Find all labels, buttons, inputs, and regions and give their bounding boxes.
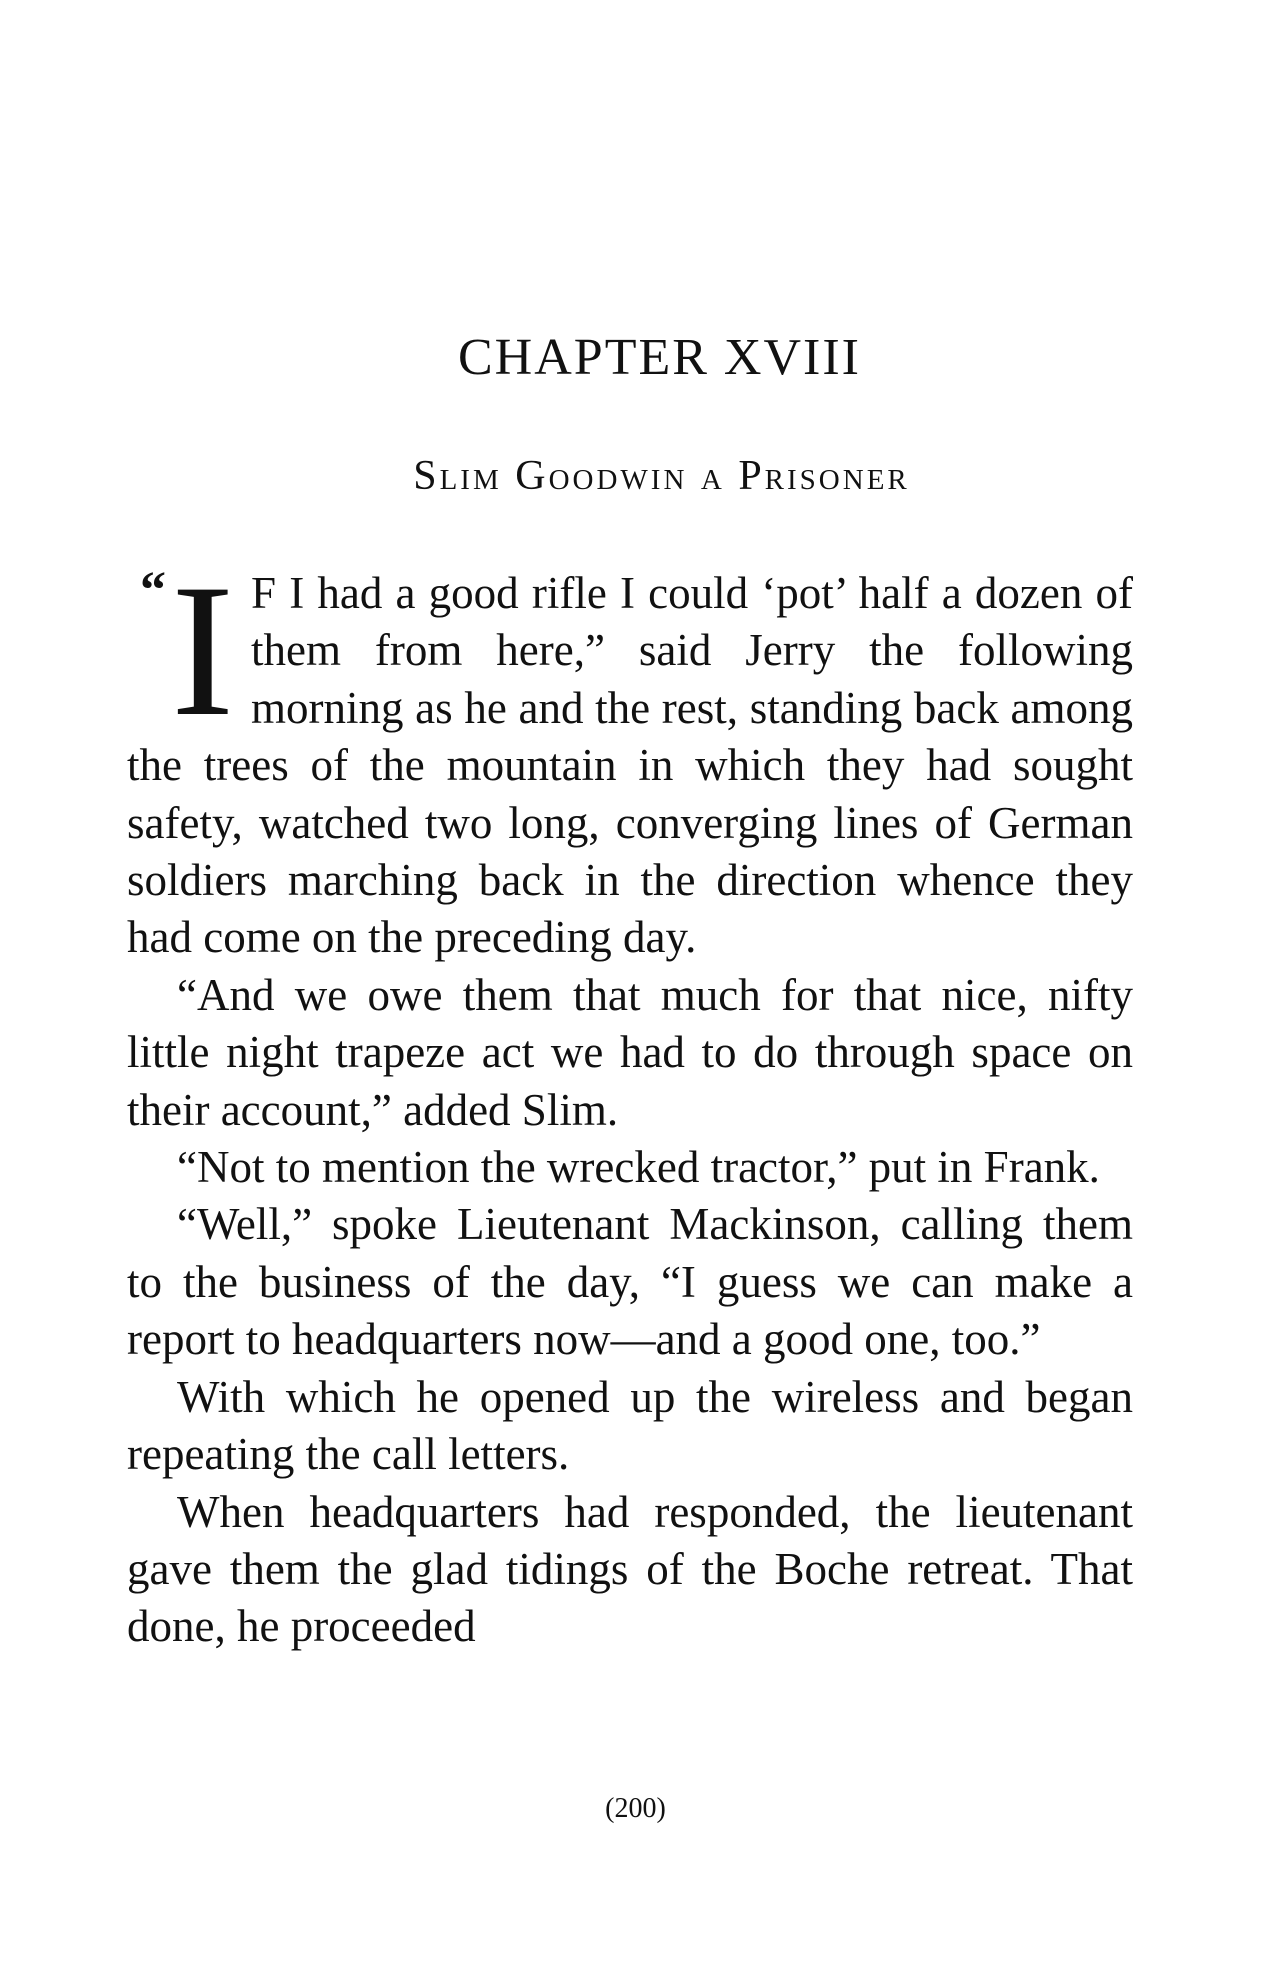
opening-quote: “ bbox=[140, 562, 166, 619]
paragraph-6: When headquarters had responded, the lieutenant gave them the glad tidings of the Boche retreat. That done, he proceeded bbox=[127, 1486, 1133, 1652]
paragraph-1 bbox=[127, 546, 1133, 967]
paragraph-3: “Not to mention the wrecked tractor,” put in Frank. bbox=[177, 1142, 1100, 1193]
drop-cap-block bbox=[127, 546, 245, 756]
drop-cap: I bbox=[171, 546, 235, 756]
paragraph-5: With which he opened up the wireless and began repeating the call letters. bbox=[127, 1371, 1133, 1480]
paragraph-4: “Well,” spoke Lieutenant Mackinson, calling them to the business of the day, “I guess we can make a report to headquarters now—and a good one, too.” bbox=[127, 1199, 1133, 1365]
body-text bbox=[127, 546, 1133, 1656]
chapter-subtitle: Slim Goodwin a Prisoner bbox=[413, 453, 910, 499]
paragraph-1-text: F I had a good rifle I could ‘pot’ half a dozen of them from here,” said Jerry the following morning as he and the rest, standing back among the trees of the mountain in which they had sought safety, watched two long, converging lines of German soldiers marching back in the direction whence they had come on the preceding day. bbox=[127, 568, 1133, 963]
chapter-heading: CHAPTER XVIII bbox=[458, 329, 861, 386]
page-number: (200) bbox=[605, 1793, 666, 1824]
paragraph-2: “And we owe them that much for that nice, nifty little night trapeze act we had to do through space on their account,” added Slim. bbox=[127, 969, 1133, 1135]
